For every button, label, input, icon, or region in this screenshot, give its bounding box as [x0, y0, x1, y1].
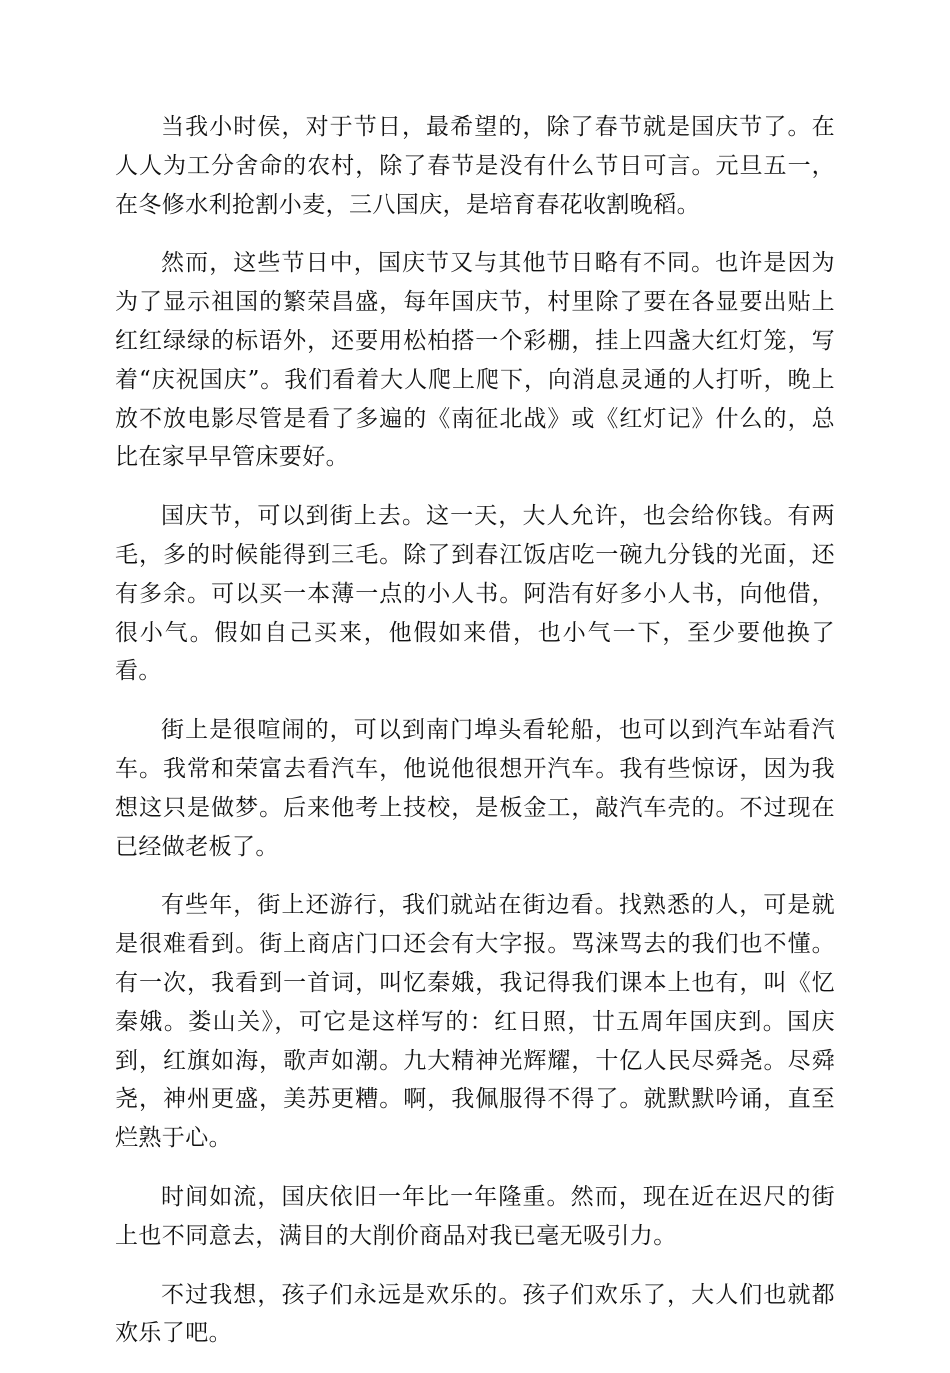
- paragraph-3: 国庆节，可以到街上去。这一天，大人允许，也会给你钱。有两毛，多的时候能得到三毛。除了到春江饭店吃一碗九分钱的光面，还有多余。可以买一本薄一点的小人书。阿浩有好多小人书，向他借，很小气。假如自己买来，他假如来借，也小气一下，至少要他换了看。: [115, 503, 835, 685]
- paragraph-4: 街上是很喧闹的，可以到南门埠头看轮船，也可以到汽车站看汽车。我常和荣富去看汽车，他说他很想开汽车。我有些惊讶，因为我想这只是做梦。后来他考上技校，是板金工，敲汽车壳的。不过现在已经做老板了。: [115, 717, 835, 860]
- article-body: [115, 108, 835, 1373]
- paragraph-1: 当我小时侯，对于节日，最希望的，除了春节就是国庆节了。在人人为工分舍命的农村，除了春节是没有什么节日可言。元旦五一，在冬修水利抢割小麦，三八国庆，是培育春花收割晚稻。: [115, 114, 835, 218]
- paragraph-7: 不过我想，孩子们永远是欢乐的。孩子们欢乐了，大人们也就都欢乐了吧。: [115, 1281, 835, 1347]
- paragraph-5: 有些年，街上还游行，我们就站在街边看。找熟悉的人，可是就是很难看到。街上商店门口还会有大字报。骂涞骂去的我们也不懂。有一次，我看到一首词，叫忆秦娥，我记得我们课本上也有，叫《忆秦娥。娄山关》，可它是这样写的：红日照，廿五周年国庆到。国庆到，红旗如海，歌声如潮。九大精神光辉耀，十亿人民尽舜尧。尽舜尧，神州更盛，美苏更糟。啊，我佩服得不得了。就默默吟诵，直至烂熟于心。: [115, 892, 835, 1152]
- paragraph-2: 然而，这些节日中，国庆节又与其他节日略有不同。也许是因为为了显示祖国的繁荣昌盛，每年国庆节，村里除了要在各显要出贴上红红绿绿的标语外，还要用松柏搭一个彩棚，挂上四盏大红灯笼，写着“庆祝国庆”。我们看着大人爬上爬下，向消息灵通的人打听，晚上放不放电影尽管是看了多遍的《南征北战》或《红灯记》什么的，总比在家早早管床要好。: [115, 250, 835, 471]
- paragraph-6: 时间如流，国庆依旧一年比一年隆重。然而，现在近在迟尺的街上也不同意去，满目的大削价商品对我已毫无吸引力。: [115, 1183, 835, 1249]
